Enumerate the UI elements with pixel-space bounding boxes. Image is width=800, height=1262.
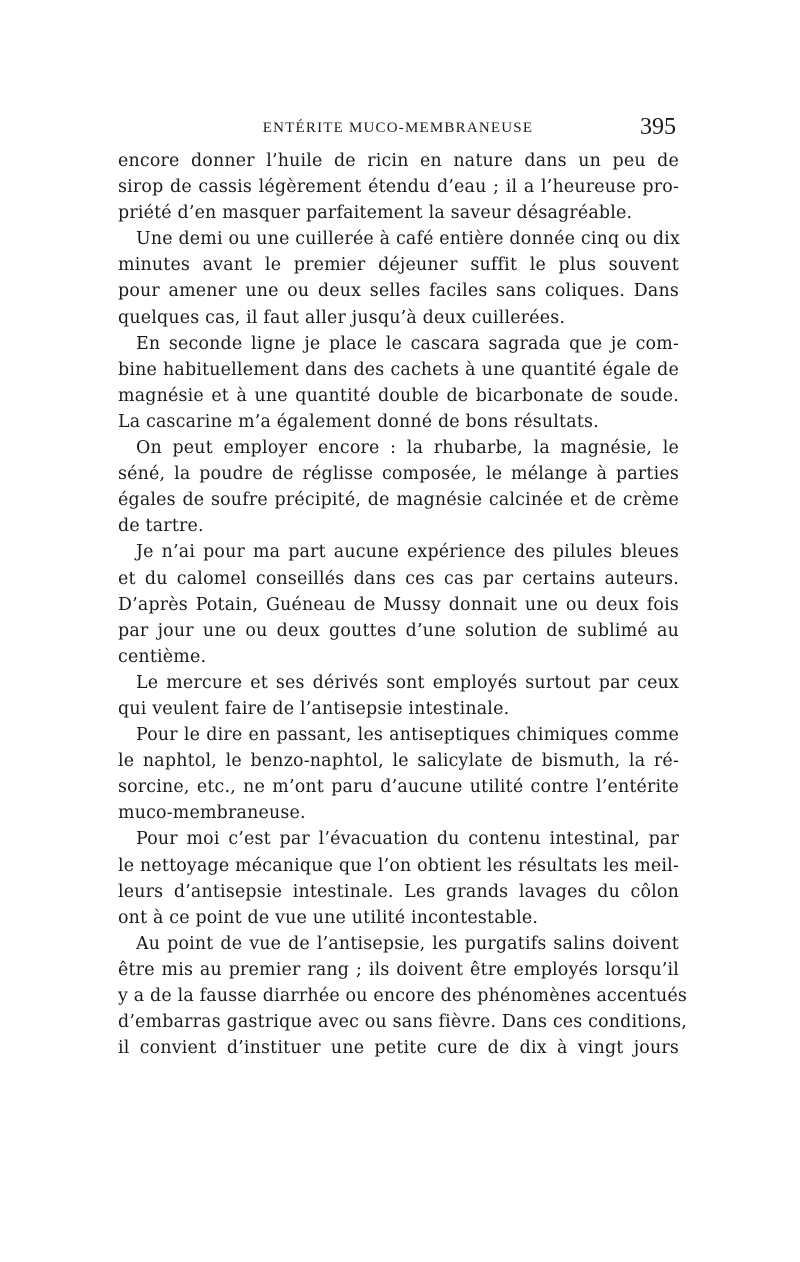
text-line: magnésie et à une quantité double de bicarbonate de soude.	[118, 385, 679, 406]
text-line: priété d’en masquer parfaitement la saveur désagréable.	[118, 203, 633, 224]
text-line: minutes avant le premier déjeuner suffit le plus souvent	[118, 255, 679, 276]
text-line: bine habituellement dans des cachets à une quantité égale de	[118, 359, 679, 380]
text-line: pour amener une ou deux selles faciles sans coliques. Dans	[118, 281, 679, 302]
text-line: par jour une ou deux gouttes d’une solution de sublimé au	[118, 620, 679, 641]
text-line: Le mercure et ses dérivés sont employés surtout par ceux	[136, 672, 679, 693]
text-line: Une demi ou une cuillerée à café entière donnée cinq ou dix	[136, 229, 680, 250]
text-line: On peut employer encore : la rhubarbe, la magnésie, le	[136, 438, 679, 459]
text-line: D’après Potain, Guéneau de Mussy donnait une ou deux fois	[118, 594, 679, 615]
text-line: il convient d’instituer une petite cure de dix à vingt jours	[118, 1038, 679, 1059]
paragraph	[118, 226, 679, 330]
text-line: être mis au premier rang ; ils doivent être employés lorsqu’il	[118, 959, 679, 980]
text-line: Pour moi c’est par l’évacuation du contenu intestinal, par	[136, 829, 679, 850]
running-title: ENTÉRITE MUCO-MEMBRANEUSE	[262, 120, 534, 136]
paragraph	[118, 331, 679, 435]
text-line: Au point de vue de l’antisepsie, les purgatifs salins doivent	[136, 933, 679, 954]
paragraph	[118, 722, 679, 826]
text-line: encore donner l’huile de ricin en nature dans un peu de	[118, 151, 679, 171]
paragraph	[118, 826, 679, 930]
text-line: La cascarine m’a également donné de bons résultats.	[118, 411, 599, 432]
text-line: sorcine, etc., ne m’ont paru d’aucune utilité contre l’entérite	[118, 777, 679, 798]
running-head	[118, 114, 678, 144]
text-line: Pour le dire en passant, les antiseptiques chimiques comme	[136, 725, 679, 746]
text-line: le nettoyage mécanique que l’on obtient les résultats les meil-	[118, 855, 679, 876]
page-number: 395	[640, 114, 676, 140]
paragraph	[118, 670, 679, 722]
text-line: y a de la fausse diarrhée ou encore des phénomènes accentués	[118, 986, 688, 1006]
body-text	[118, 148, 688, 1061]
text-line: séné, la poudre de réglisse composée, le mélange à parties	[118, 464, 679, 485]
text-line: le naphtol, le benzo-naphtol, le salicylate de bismuth, la ré-	[118, 751, 679, 772]
text-line: muco-membraneuse.	[118, 803, 306, 824]
text-line: quelques cas, il faut aller jusqu’à deux cuillerées.	[118, 307, 566, 328]
paragraph	[118, 931, 688, 1061]
text-line: centième.	[118, 646, 207, 667]
text-line: ont à ce point de vue une utilité incontestable.	[118, 907, 539, 928]
text-line: Je n’ai pour ma part aucune expérience des pilules bleues	[136, 542, 679, 563]
text-line: leurs d’antisepsie intestinale. Les grands lavages du côlon	[118, 881, 679, 902]
paragraph	[118, 435, 679, 539]
text-line: égales de soufre précipité, de magnésie calcinée et de crème	[118, 490, 679, 511]
text-line: de tartre.	[118, 516, 204, 537]
paragraph	[118, 148, 679, 226]
text-line: sirop de cassis légèrement étendu d’eau ; il a l’heureuse pro-	[118, 177, 679, 198]
text-line: et du calomel conseillés dans ces cas par certains auteurs.	[118, 568, 679, 589]
paragraph	[118, 539, 679, 669]
text-line: En seconde ligne je place le cascara sagrada que je com-	[136, 333, 679, 354]
text-line: qui veulent faire de l’antisepsie intestinale.	[118, 698, 510, 719]
text-line: d’embarras gastrique avec ou sans fièvre. Dans ces conditions,	[118, 1012, 688, 1033]
